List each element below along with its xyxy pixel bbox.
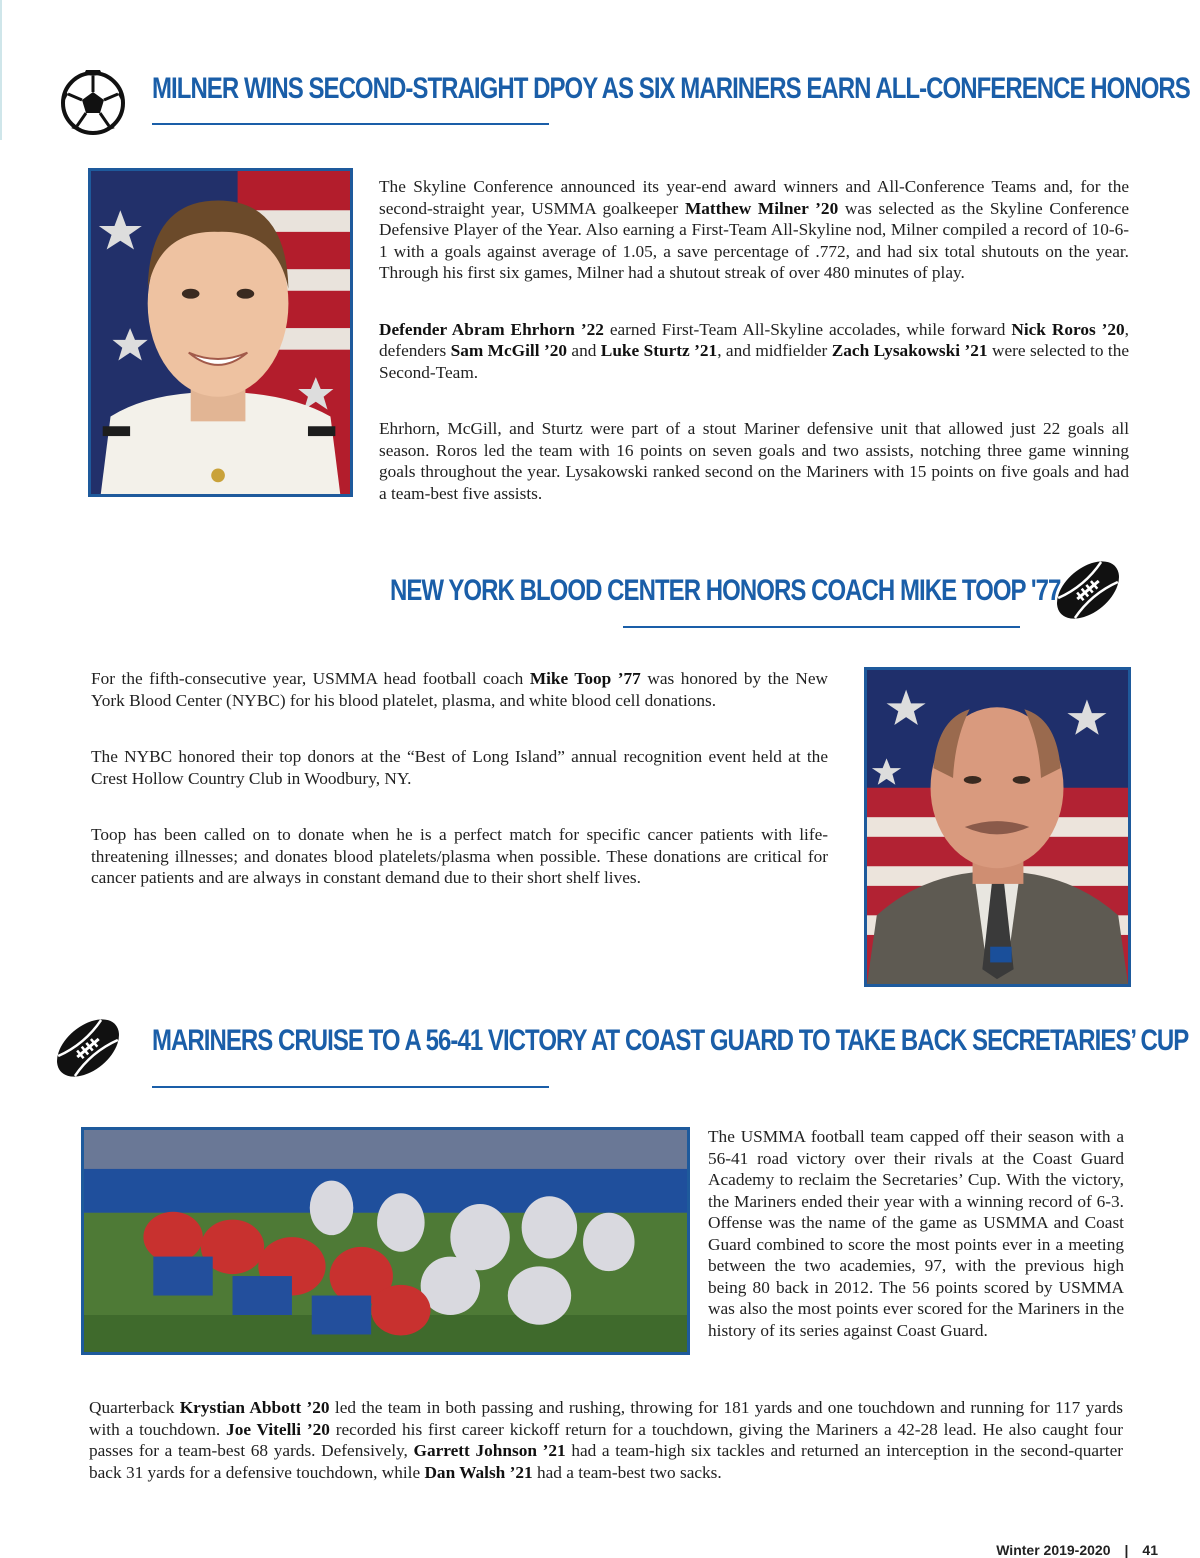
text-run: Quarterback (89, 1398, 180, 1417)
footer-separator: | (1124, 1542, 1129, 1558)
bold-name: Zach Lysakowski ’21 (831, 341, 988, 360)
text-run: The USMMA football team capped off their season with a 56-41 road victory over their rivals at the Coast Guard Academy to reclaim the Secretaries’ Cup. With the victory, the Mariners ended their year with a winning record of 6-3. Offense was the name of the game as USMMA and Coast Guard combined to score the most points ever in a meeting between the two academies, 97, with the previous high being 80 back in 2012. The 56 points scored by USMMA was also the most points ever scored for the Mariners in the history of its series against Coast Guard. (708, 1127, 1124, 1340)
bold-name: Luke Sturtz ’21 (600, 341, 718, 360)
text-run: had a team-best two sacks. (532, 1462, 722, 1482)
text-run: recorded his first career kickoff return for a touchdown, giving the Mariners a 42-28 lead. He also caught four passes for a team-best 68 yards. Defensively, (89, 1419, 1123, 1460)
text-run: The NYBC honored their top donors at the “Best of Long Island” annual recognition event held at the Crest Hollow Country Club in Woodbury, NY. (91, 747, 828, 788)
text-run: , defenders (379, 319, 1129, 360)
page-number: 41 (1142, 1542, 1158, 1558)
issue-label: Winter 2019-2020 (996, 1542, 1111, 1558)
text-run: For the fifth-consecutive year, USMMA head football coach (91, 669, 530, 688)
bold-name: Matthew Milner ’20 (684, 198, 839, 218)
article-3-underline (152, 1086, 549, 1088)
text-run: The Skyline Conference announced its year-end award winners and All-Conference Teams and, for the second-straight year, USMMA goalkeeper (379, 177, 1129, 218)
article-3-body (708, 1126, 1124, 1376)
bold-name: Krystian Abbott ’20 (179, 1398, 330, 1417)
text-run: , and midfielder (717, 341, 832, 360)
article-1-paragraph (379, 418, 1129, 504)
bold-name: Sam McGill ’20 (450, 341, 567, 360)
article-3-paragraph (708, 1126, 1124, 1341)
page-edge-stripe (0, 0, 2, 140)
article-2-body (91, 668, 828, 924)
article-1-paragraph (379, 176, 1129, 284)
text-run: led the team in both passing and rushing, throwing for 181 yards and one touchdown and running for 117 yards with a touchdown. (89, 1398, 1123, 1439)
article-1-body (379, 176, 1129, 539)
bold-name: Defender Abram Ehrhorn ’22 (379, 319, 604, 339)
article-1-headline: MILNER WINS SECOND-STRAIGHT DPOY AS SIX MARINERS EARN ALL-CONFERENCE HONORS (152, 72, 1190, 105)
toop-photo (864, 667, 1131, 987)
bold-name: Garrett Johnson ’21 (413, 1441, 566, 1460)
soccer-ball-icon (60, 70, 126, 136)
article-2-underline (623, 626, 1020, 628)
article-2-paragraph (91, 668, 828, 711)
text-run: Ehrhorn, McGill, and Sturtz were part of a stout Mariner defensive unit that allowed just 22 goals all season. Roros led the team with 16 points on seven goals and two assists, notching three game winning goals throughout the year. Lysakowski ranked second on the Mariners with 15 points on five goals and had a team-best five assists. (379, 419, 1129, 503)
article-3-bottom-body (89, 1397, 1123, 1518)
text-run: earned First-Team All-Skyline accolades, while forward (603, 319, 1012, 339)
bold-name: Nick Roros ’20 (1011, 319, 1125, 339)
bold-name: Joe Vitelli ’20 (226, 1419, 330, 1439)
text-run: Toop has been called on to donate when he is a perfect match for specific cancer patients with life-threatening illnesses; and donates blood platelets/plasma when possible. These donations are critical for cancer patients and are always in constant demand due to their short shelf lives. (91, 825, 828, 887)
football-icon (1050, 555, 1126, 625)
text-run: and (566, 341, 601, 360)
article-3-bottom-paragraph (89, 1397, 1123, 1483)
article-2-headline: NEW YORK BLOOD CENTER HONORS COACH MIKE TOOP '77 (390, 574, 1061, 607)
page-footer (996, 1542, 1158, 1558)
text-run: was selected as the Skyline Conference Defensive Player of the Year. Also earning a First-Team All-Skyline nod, Milner compiled a record of 10-6-1 with a goals against average of 1.05, a save percentage of .772, and had six total shutouts on the year. Through his first six games, Milner had a shutout streak of over 480 minutes of play. (379, 198, 1130, 282)
text-run: had a team-high six tackles and returned an interception in the second-quarter back 31 yards for a defensive touchdown, while (89, 1441, 1124, 1482)
football-icon (50, 1013, 126, 1083)
article-1-underline (152, 123, 549, 125)
football-game-photo (81, 1127, 690, 1355)
milner-photo (88, 168, 353, 497)
article-3-headline: MARINERS CRUISE TO A 56-41 VICTORY AT COAST GUARD TO TAKE BACK SECRETARIES’ CUP (152, 1024, 1189, 1057)
bold-name: Dan Walsh ’21 (424, 1462, 533, 1482)
text-run: were selected to the Second-Team. (379, 341, 1130, 382)
article-1-paragraph (379, 319, 1129, 384)
article-2-paragraph (91, 824, 828, 889)
article-2-paragraph (91, 746, 828, 789)
text-run: was honored by the New York Blood Center (NYBC) for his blood platelet, plasma, and white blood cell donations. (91, 669, 828, 710)
bold-name: Mike Toop ’77 (529, 669, 641, 688)
